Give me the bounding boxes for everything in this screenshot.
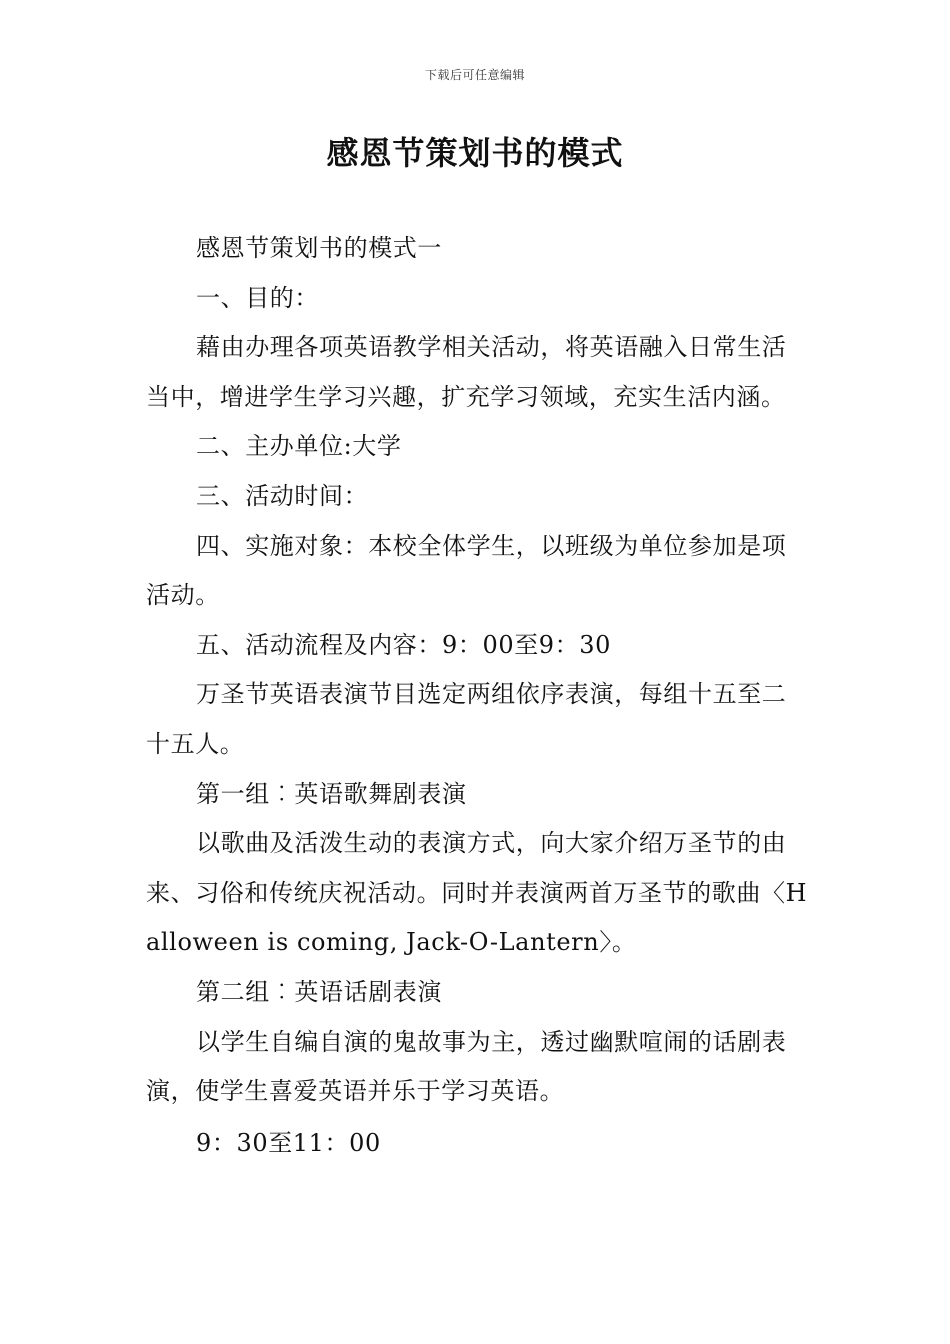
paragraph-performances: 万圣节英语表演节目选定两组依序表演，每组十五至二十五人。 xyxy=(146,680,787,758)
paragraph-organizer: 二、主办单位:大学 xyxy=(196,432,402,461)
document-body xyxy=(146,224,810,1168)
paragraph-purpose: 藉由办理各项英语教学相关活动，将英语融入日常生活当中，增进学生学习兴趣，扩充学习领域，充实生活内涵。 xyxy=(146,333,787,411)
document-title: 感恩节策划书的模式 xyxy=(326,134,624,172)
section-heading: 感恩节策划书的模式一 xyxy=(196,234,442,262)
header-note: 下载后可任意编辑 xyxy=(424,68,525,82)
paragraph-group-two-heading: 第二组︰英语话剧表演 xyxy=(196,977,442,1006)
paragraph-group-two: 以学生自编自演的鬼故事为主，透过幽默喧闹的话剧表演，使学生喜爱英语并乐于学习英语。 xyxy=(146,1027,787,1106)
paragraph-purpose-heading: 一、目的： xyxy=(196,283,319,312)
paragraph-group-one: 以歌曲及活泼生动的表演方式，向大家介绍万圣节的由来、习俗和传统庆祝活动。同时并表演两首万圣节的歌曲〈Halloween is coming, Jack-O-Lantern〉。 xyxy=(146,829,808,957)
paragraph-participants: 四、实施对象：本校全体学生，以班级为单位参加是项活动。 xyxy=(146,531,787,610)
paragraph-next-time: 9：30至11：00 xyxy=(196,1128,381,1157)
paragraph-group-one-heading: 第一组︰英语歌舞剧表演 xyxy=(196,779,467,808)
paragraph-time: 三、活动时间： xyxy=(196,481,369,510)
paragraph-schedule-heading: 五、活动流程及内容：9：00至9：30 xyxy=(196,630,612,659)
